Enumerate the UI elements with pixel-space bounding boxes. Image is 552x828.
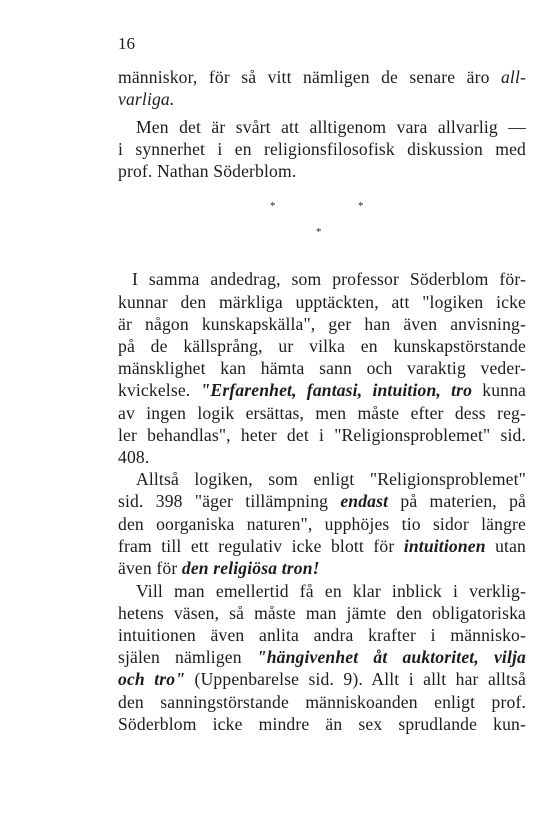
text-line — [132, 268, 526, 290]
text-line — [118, 313, 526, 335]
text-line — [118, 713, 526, 735]
text-line — [118, 446, 526, 468]
text-line — [118, 668, 526, 690]
text-line — [118, 624, 526, 646]
text-run: av ingen logik ersättas, men måste efter dess reg- — [118, 403, 526, 423]
text-line — [118, 357, 526, 379]
text-run: prof. Nathan Söderblom. — [118, 161, 297, 181]
emphasized-text: endast — [340, 491, 389, 511]
text-run: på de källsprång, ur vilka en kunskapstörstande — [118, 336, 526, 356]
text-line — [118, 88, 526, 110]
asterisk-center: * — [316, 226, 322, 238]
page-number: 16 — [118, 34, 135, 53]
text-run: mänsklighet kan hämta sann och varaktig veder- — [118, 358, 526, 378]
text-line — [118, 646, 526, 668]
text-run: hetens väsen, så måste man jämte den obligatoriska — [118, 603, 526, 623]
text-line — [118, 291, 526, 313]
asterisk-right: * — [358, 200, 364, 212]
text-run: på materien, på — [388, 491, 526, 511]
text-run: ler behandlas", heter det i "Religionsproblemet" sid. — [118, 425, 526, 445]
text-run: kvickelse. — [118, 380, 201, 400]
text-run: kunnar den märkliga upptäckten, att "logiken icke — [118, 292, 526, 312]
text-line — [118, 490, 526, 512]
text-line — [118, 535, 526, 557]
text-run: sid. 398 "äger tillämpning — [118, 491, 341, 511]
text-run: Alltså logiken, som enligt "Religionsproblemet" — [136, 469, 526, 489]
text-line — [118, 691, 526, 713]
text-run: Men det är svårt att alltigenom vara allvarlig — — [136, 117, 526, 137]
text-run: fram till ett regulativ icke blott för — [118, 536, 404, 556]
emphasized-text: "Erfarenhet, fantasi, intuition, tro — [200, 380, 473, 400]
emphasized-text: varliga. — [118, 89, 175, 109]
text-run: intuitionen även anlita andra krafter i människo- — [118, 625, 526, 645]
emphasized-text: och tro" — [118, 669, 186, 689]
text-run: (Uppenbarelse sid. 9). Allt i allt har alltså — [185, 669, 526, 689]
text-run: 408. — [118, 447, 150, 467]
emphasized-text: intuitionen — [403, 536, 486, 556]
text-line — [118, 602, 526, 624]
emphasized-text: "hängivenhet åt auktoritet, vilja — [256, 647, 526, 667]
text-line — [118, 379, 526, 401]
text-run: människor, för så vitt nämligen de senare äro — [118, 67, 501, 87]
text-line — [118, 138, 526, 160]
text-run: är någon kunskapskälla", ger han även anvisning- — [118, 314, 526, 334]
emphasized-text: den religiösa tron! — [181, 558, 320, 578]
text-run: den oorganiska naturen", upphöjes tio sidor längre — [118, 514, 526, 534]
text-line — [118, 424, 526, 446]
text-line — [118, 402, 526, 424]
text-line — [136, 580, 526, 602]
text-line — [118, 66, 526, 88]
text-run: även för — [118, 558, 182, 578]
text-run: Söderblom icke mindre än sex sprudlande kun- — [118, 714, 526, 734]
asterisk-left: * — [270, 200, 276, 212]
emphasized-text: all- — [500, 67, 526, 87]
text-run: i synnerhet i en religionsfilosofisk diskussion med — [118, 139, 526, 159]
text-line — [118, 557, 526, 579]
text-run: den sanningstörstande människoanden enligt prof. — [118, 692, 526, 712]
text-line — [118, 160, 526, 182]
text-run: kunna — [472, 380, 527, 400]
text-run: själen nämligen — [118, 647, 257, 667]
text-line — [136, 116, 526, 138]
text-line — [118, 513, 526, 535]
text-line — [118, 335, 526, 357]
text-run: I samma andedrag, som professor Söderblom för- — [132, 269, 526, 289]
text-line — [136, 468, 526, 490]
text-run: Vill man emellertid få en klar inblick i verklig- — [136, 581, 526, 601]
text-run: utan — [485, 536, 526, 556]
